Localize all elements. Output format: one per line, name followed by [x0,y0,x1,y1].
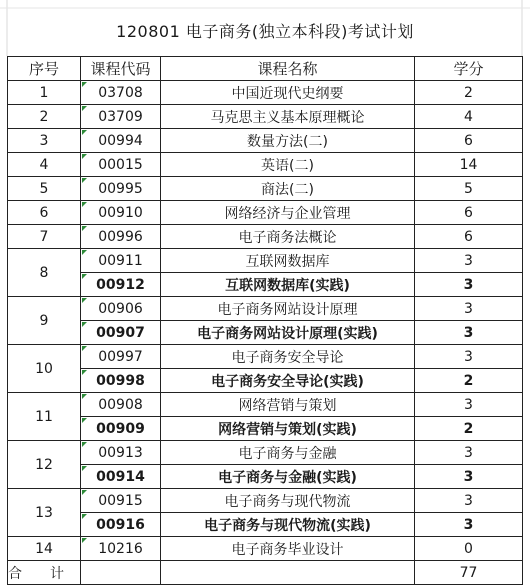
credit-cell: 3 [415,513,523,537]
course-name-cell: 数量方法(二) [161,129,415,153]
course-code-cell: 03709 [81,105,161,129]
credit-cell: 6 [415,129,523,153]
header-seq: 序号 [8,57,81,81]
course-name-cell: 电子商务与金融 [161,441,415,465]
course-code-cell: 00910 [81,201,161,225]
course-code-cell: 00911 [81,249,161,273]
course-code-cell: 00915 [81,489,161,513]
course-name-cell: 电子商务毕业设计 [161,537,415,561]
course-code-cell: 00995 [81,177,161,201]
table-row [8,441,523,465]
table-row [8,177,523,201]
course-name-cell: 电子商务网站设计原理(实践) [161,321,415,345]
exam-plan-table [7,56,523,585]
seq-cell: 13 [8,489,81,537]
course-code-cell: 00907 [81,321,161,345]
seq-cell: 1 [8,81,81,105]
course-code-cell: 00914 [81,465,161,489]
seq-cell: 4 [8,153,81,177]
course-code-cell: 00913 [81,441,161,465]
course-name-cell: 网络营销与策划 [161,393,415,417]
credit-cell: 3 [415,249,523,273]
table-row-practice [8,369,523,393]
table-row [8,201,523,225]
table-row [8,537,523,561]
course-code-cell: 10216 [81,537,161,561]
credit-cell: 3 [415,321,523,345]
credit-cell: 3 [415,273,523,297]
credit-cell: 0 [415,537,523,561]
table-row [8,249,523,273]
table-row [8,81,523,105]
seq-cell: 6 [8,201,81,225]
credit-cell: 6 [415,225,523,249]
total-credit-value: 77 [415,561,523,585]
table-row [8,345,523,369]
course-name-cell: 互联网数据库 [161,249,415,273]
credit-cell: 5 [415,177,523,201]
seq-cell: 3 [8,129,81,153]
course-code-cell: 03708 [81,81,161,105]
credit-cell: 14 [415,153,523,177]
course-code-cell: 00996 [81,225,161,249]
table-row-practice [8,513,523,537]
total-row [8,561,523,585]
seq-cell: 14 [8,537,81,561]
credit-cell: 3 [415,393,523,417]
credit-cell: 3 [415,297,523,321]
credit-cell: 6 [415,201,523,225]
table-row [8,129,523,153]
course-code-cell: 00916 [81,513,161,537]
seq-cell: 2 [8,105,81,129]
seq-cell: 8 [8,249,81,297]
course-name-cell: 电子商务与金融(实践) [161,465,415,489]
course-code-cell: 00998 [81,369,161,393]
course-name-cell: 电子商务与现代物流(实践) [161,513,415,537]
course-name-cell: 英语(二) [161,153,415,177]
course-code-cell: 00909 [81,417,161,441]
table-row [8,225,523,249]
course-name-cell: 网络营销与策划(实践) [161,417,415,441]
table-row [8,393,523,417]
table-row [8,153,523,177]
credit-cell: 3 [415,465,523,489]
course-name-cell: 中国近现代史纲要 [161,81,415,105]
header-credit: 学分 [415,57,523,81]
total-empty-code [81,561,161,585]
seq-cell: 10 [8,345,81,393]
course-name-cell: 网络经济与企业管理 [161,201,415,225]
course-name-cell: 商法(二) [161,177,415,201]
course-code-cell: 00912 [81,273,161,297]
table-row [8,489,523,513]
course-code-cell: 00997 [81,345,161,369]
course-code-cell: 00908 [81,393,161,417]
course-name-cell: 电子商务法概论 [161,225,415,249]
credit-cell: 2 [415,369,523,393]
table-row-practice [8,465,523,489]
table-row-practice [8,417,523,441]
total-label: 合计 [8,561,81,585]
course-name-cell: 马克思主义基本原理概论 [161,105,415,129]
course-code-cell: 00906 [81,297,161,321]
table-row [8,105,523,129]
table-row [8,297,523,321]
seq-cell: 11 [8,393,81,441]
seq-cell: 7 [8,225,81,249]
table-row-practice [8,273,523,297]
credit-cell: 3 [415,489,523,513]
course-name-cell: 电子商务网站设计原理 [161,297,415,321]
credit-cell: 2 [415,81,523,105]
seq-cell: 12 [8,441,81,489]
course-name-cell: 电子商务安全导论 [161,345,415,369]
credit-cell: 3 [415,441,523,465]
total-empty-name [161,561,415,585]
table-row-practice [8,321,523,345]
credit-cell: 2 [415,417,523,441]
seq-cell: 5 [8,177,81,201]
header-name: 课程名称 [161,57,415,81]
course-code-cell: 00994 [81,129,161,153]
course-name-cell: 互联网数据库(实践) [161,273,415,297]
header-row [8,57,523,81]
header-code: 课程代码 [81,57,161,81]
credit-cell: 3 [415,345,523,369]
credit-cell: 4 [415,105,523,129]
course-name-cell: 电子商务安全导论(实践) [161,369,415,393]
seq-cell: 9 [8,297,81,345]
document-title: 120801 电子商务(独立本科段)考试计划 [116,21,414,41]
course-code-cell: 00015 [81,153,161,177]
course-name-cell: 电子商务与现代物流 [161,489,415,513]
